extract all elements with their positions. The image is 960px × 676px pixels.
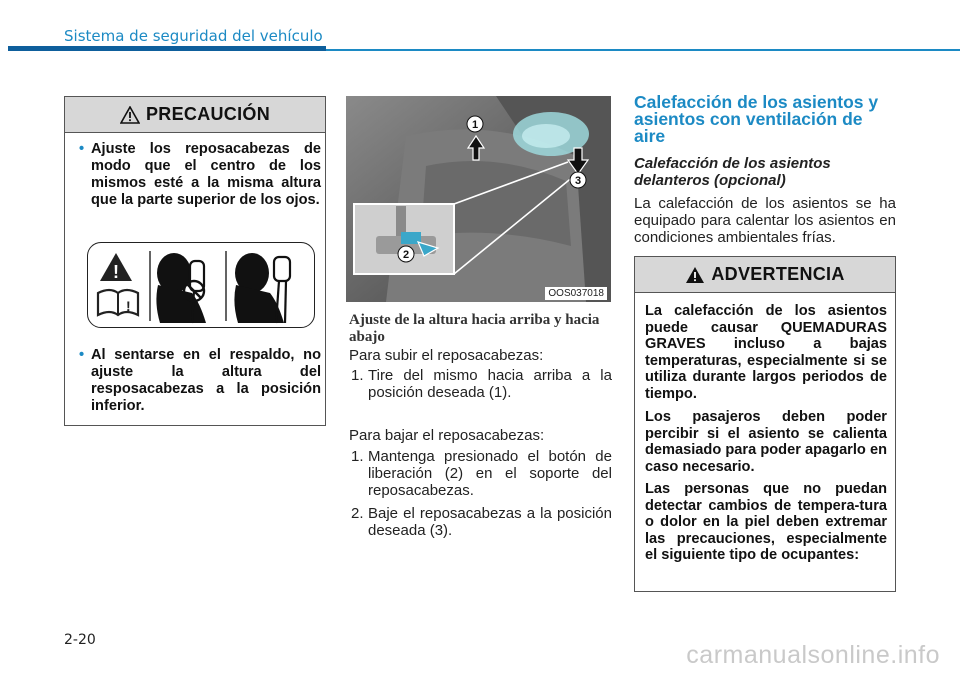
list-text: Tire del mismo hacia arriba a la posición deseada (1). xyxy=(368,367,612,401)
headrest-height-heading: Ajuste de la altura hacia arriba y hacia abajo xyxy=(349,312,600,345)
seat-heating-intro: La calefacción de los asientos se ha equipado para calentar los asientos en condiciones ambientales frías. xyxy=(634,195,896,246)
bullet-dot-icon: • xyxy=(79,141,85,157)
warning-triangle-icon xyxy=(685,266,705,284)
warning-title: ADVERTENCIA xyxy=(711,264,845,284)
caution-bullet-text: Ajuste los reposacabezas de modo que el centro de los mismos esté a la misma altura que la parte superior de los ojos. xyxy=(91,141,321,208)
list-text: Baje el reposacabezas a la posición deseada (3). xyxy=(368,505,612,539)
caution-bullet xyxy=(79,141,321,209)
caution-box xyxy=(64,96,326,426)
page-number: 2-20 xyxy=(64,632,96,648)
headrest-figure-icon xyxy=(88,243,313,326)
list-item xyxy=(351,448,612,499)
svg-text:!: ! xyxy=(113,262,119,282)
callout-3: 3 xyxy=(574,175,582,187)
svg-text:!: ! xyxy=(126,298,131,314)
warning-triangle-icon xyxy=(120,106,140,124)
headrest-photo xyxy=(346,96,611,302)
list-text: Mantenga presionado el botón de liberación (2) en el soporte del reposacabezas. xyxy=(368,448,612,499)
callout-2: 2 xyxy=(402,249,410,261)
seat-heating-heading: Calefacción de los asientos y asientos con ventilación de aire xyxy=(634,92,879,146)
lower-intro: Para bajar el reposacabezas: xyxy=(349,427,545,444)
caution-header xyxy=(65,97,325,133)
headrest-illustration xyxy=(87,242,315,328)
caution-title: PRECAUCIÓN xyxy=(145,104,270,124)
header-rule-thin xyxy=(326,49,960,51)
list-number: 2. xyxy=(351,505,364,522)
section-title: Sistema de seguridad del vehículo xyxy=(64,27,323,45)
warning-box xyxy=(634,256,896,592)
caution-bullet-text: Al sentarse en el respaldo, no ajuste la altura del resposacabezas a la posición inferior. xyxy=(91,347,321,414)
list-number: 1. xyxy=(351,448,364,465)
caution-bullet xyxy=(79,347,321,415)
front-seat-heating-subheading: Calefacción de los asientos delanteros (opcional) xyxy=(634,155,831,189)
warning-header xyxy=(635,257,895,293)
bullet-dot-icon: • xyxy=(79,347,85,363)
list-item xyxy=(351,367,612,401)
warning-paragraph: Los pasajeros deben poder percibir si el asiento se calienta demasiado para poder apagarlo en caso necesario. xyxy=(645,409,887,475)
header-rule xyxy=(8,46,326,51)
seat-photo-icon xyxy=(346,96,611,302)
figure-code: OOS037018 xyxy=(545,287,607,300)
raise-intro: Para subir el reposacabezas: xyxy=(349,347,544,364)
list-number: 1. xyxy=(351,367,364,384)
warning-paragraph: Las personas que no puedan detectar cambios de tempera-tura o dolor en la piel deben extremar las precauciones, especialmente el siguiente tipo de ocupantes: xyxy=(645,481,887,564)
warning-paragraph: La calefacción de los asientos puede causar QUEMADURAS GRAVES incluso a bajas temperaturas, especialmente si se utiliza durante largos periodos de tiempo. xyxy=(645,303,887,402)
callout-1: 1 xyxy=(471,119,479,131)
list-item xyxy=(351,505,612,539)
watermark: carmanualsonline.info xyxy=(686,641,940,669)
